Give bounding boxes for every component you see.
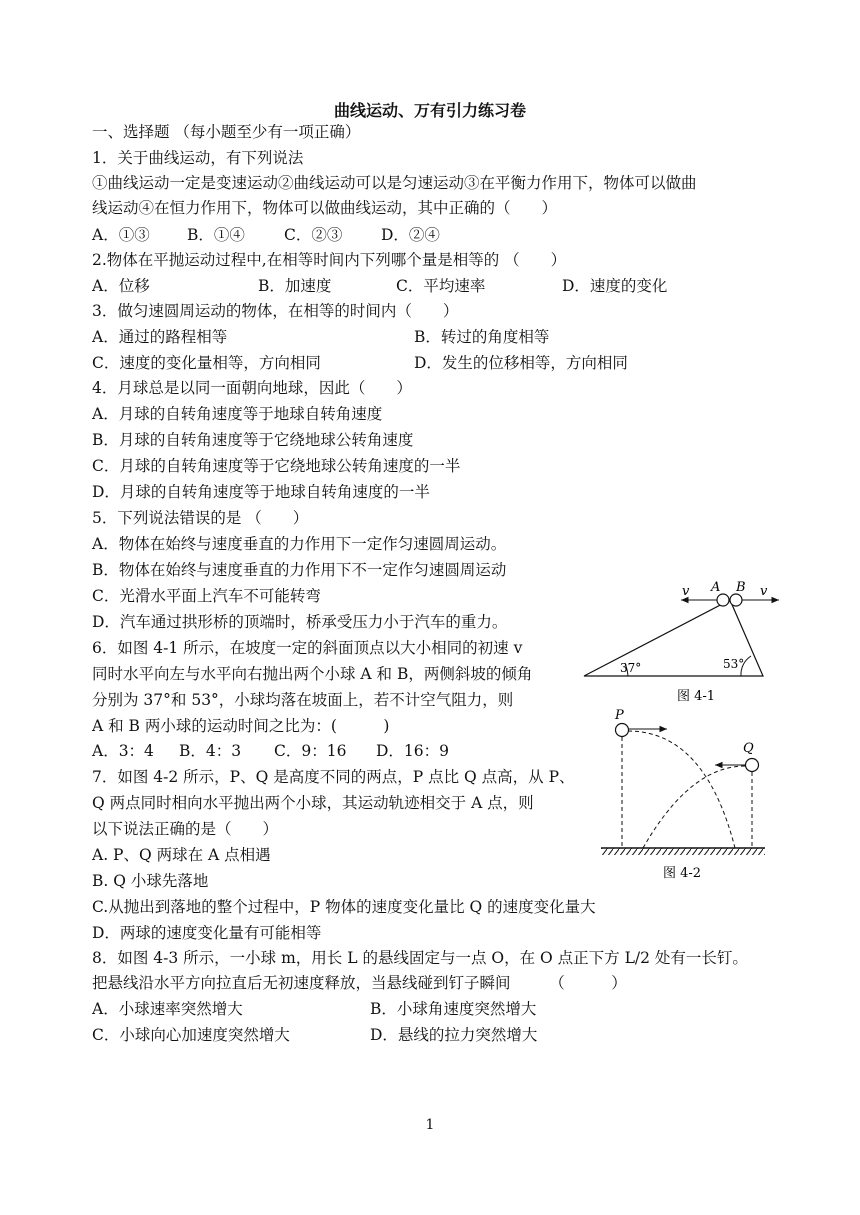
figure-4-2 [595,705,775,885]
q2-option-b: B．加速度 [258,277,332,295]
ground-hatch [601,848,765,855]
figure-4-1 [578,578,788,708]
q5-option-a: A．物体在始终与速度垂直的力作用下一定作匀速圆周运动。 [92,535,507,553]
q5-stem: 5．下列说法错误的是 （ ） [92,509,309,527]
label-p: P [615,708,624,723]
q7-text-line: 7．如图 4-2 所示，P、Q 是高度不同的两点，P 点比 Q 点高，从 P、 [92,768,575,786]
q1-text-line: 线运动④在恒力作用下，物体可以做曲线运动，其中正确的（ ） [92,199,558,217]
angle-label-53: 53° [723,657,745,671]
label-v-left: v [682,584,690,599]
q5-option-d: D．汽车通过拱形桥的顶端时，桥承受压力小于汽车的重力。 [92,613,508,631]
label-b: B [736,580,746,595]
q3-option-c: C．速度的变化量相等，方向相同 [92,354,321,372]
q4-option-a: A．月球的自转角速度等于地球自转角速度 [92,405,383,423]
q7-text-line: Q 两点同时相向水平抛出两个小球，其运动轨迹相交于 A 点，则 [92,794,534,812]
trajectory-p [628,731,735,848]
ball-q [746,759,759,772]
trajectory-q [643,766,745,848]
q7-option-d: D．两球的速度变化量有可能相等 [92,924,322,942]
angle-label-37: 37° [620,661,642,675]
q3-option-a: A．通过的路程相等 [92,328,228,346]
label-v-right: v [760,584,768,599]
page-number: 1 [425,1117,435,1133]
q6-option-d: D．16：9 [376,742,450,760]
q6-option-b: B．4：3 [179,742,242,760]
page-title: 曲线运动、万有引力练习卷 [333,101,526,120]
q4-option-b: B．月球的自转角速度等于它绕地球公转角速度 [92,431,414,449]
q8-option-b: B．小球角速度突然增大 [370,1000,537,1018]
q2-option-c: C．平均速率 [396,277,486,295]
q8-option-c: C．小球向心加速度突然增大 [92,1026,290,1044]
q4-option-d: D．月球的自转角速度等于地球自转角速度的一半 [92,483,430,501]
figure-caption: 图 4-1 [677,689,716,704]
q3-option-b: B．转过的角度相等 [414,328,550,346]
q5-option-b: B．物体在始终与速度垂直的力作用下不一定作匀速圆周运动 [92,561,507,579]
q3-option-d: D．发生的位移相等，方向相同 [414,354,628,372]
q7-option-c: C.从抛出到落地的整个过程中，P 物体的速度变化量比 Q 的速度变化量大 [92,898,596,916]
q8-text-line: 把悬线沿水平方向拉直后无初速度释放，当悬线碰到钉子瞬间 （ ） [92,974,627,992]
ball-a [717,594,729,606]
q7-text-line: 以下说法正确的是（ ） [92,820,279,838]
q1-option-a: A．①③ [92,226,150,244]
q6-option-a: A．3：4 [92,742,154,760]
q1-stem: 1．关于曲线运动，有下列说法 [92,149,304,167]
q4-stem: 4．月球总是以同一面朝向地球，因此（ ） [92,379,412,397]
q8-option-a: A．小球速率突然增大 [92,1000,243,1018]
q5-option-c: C．光滑水平面上汽车不可能转弯 [92,587,321,605]
ball-p [616,724,629,737]
q6-text-line: A 和 B 两小球的运动时间之比为：( ) [92,717,390,735]
q7-option-b: B. Q 小球先落地 [92,872,209,890]
label-q: Q [743,741,754,756]
q1-option-d: D．②④ [381,226,440,244]
section-heading: 一、选择题 （每小题至少有一项正确） [92,123,361,141]
q6-option-c: C．9：16 [274,742,347,760]
figure-caption: 图 4-2 [663,866,702,881]
q6-text-line: 6．如图 4-1 所示，在坡度一定的斜面顶点以大小相同的初速 v [92,639,523,657]
q1-text-line: ①曲线运动一定是变速运动②曲线运动可以是匀速运动③在平衡力作用下，物体可以做曲 [92,174,697,192]
q7-option-a: A. P、Q 两球在 A 点相遇 [92,846,271,864]
ball-b [730,594,742,606]
q8-text-line: 8．如图 4-3 所示，一小球 m，用长 L 的悬线固定与一点 O，在 O 点正下方 L/2 处有一长钉。 [92,949,748,967]
q2-option-a: A．位移 [92,277,150,295]
q1-option-c: C．②③ [284,226,343,244]
q6-text-line: 同时水平向左与水平向右抛出两个小球 A 和 B，两侧斜坡的倾角 [92,665,533,683]
q6-text-line: 分别为 37°和 53°，小球均落在坡面上，若不计空气阻力，则 [92,691,514,709]
q3-stem: 3．做匀速圆周运动的物体，在相等的时间内（ ） [92,302,459,320]
q2-stem: 2.物体在平抛运动过程中,在相等时间内下列哪个量是相等的 （ ） [92,251,567,269]
q1-option-b: B．①④ [187,226,245,244]
q4-option-c: C．月球的自转角速度等于它绕地球公转角速度的一半 [92,457,461,475]
q2-option-d: D．速度的变化 [562,277,668,295]
q8-option-d: D．悬线的拉力突然增大 [370,1026,538,1044]
label-a: A [711,580,721,595]
